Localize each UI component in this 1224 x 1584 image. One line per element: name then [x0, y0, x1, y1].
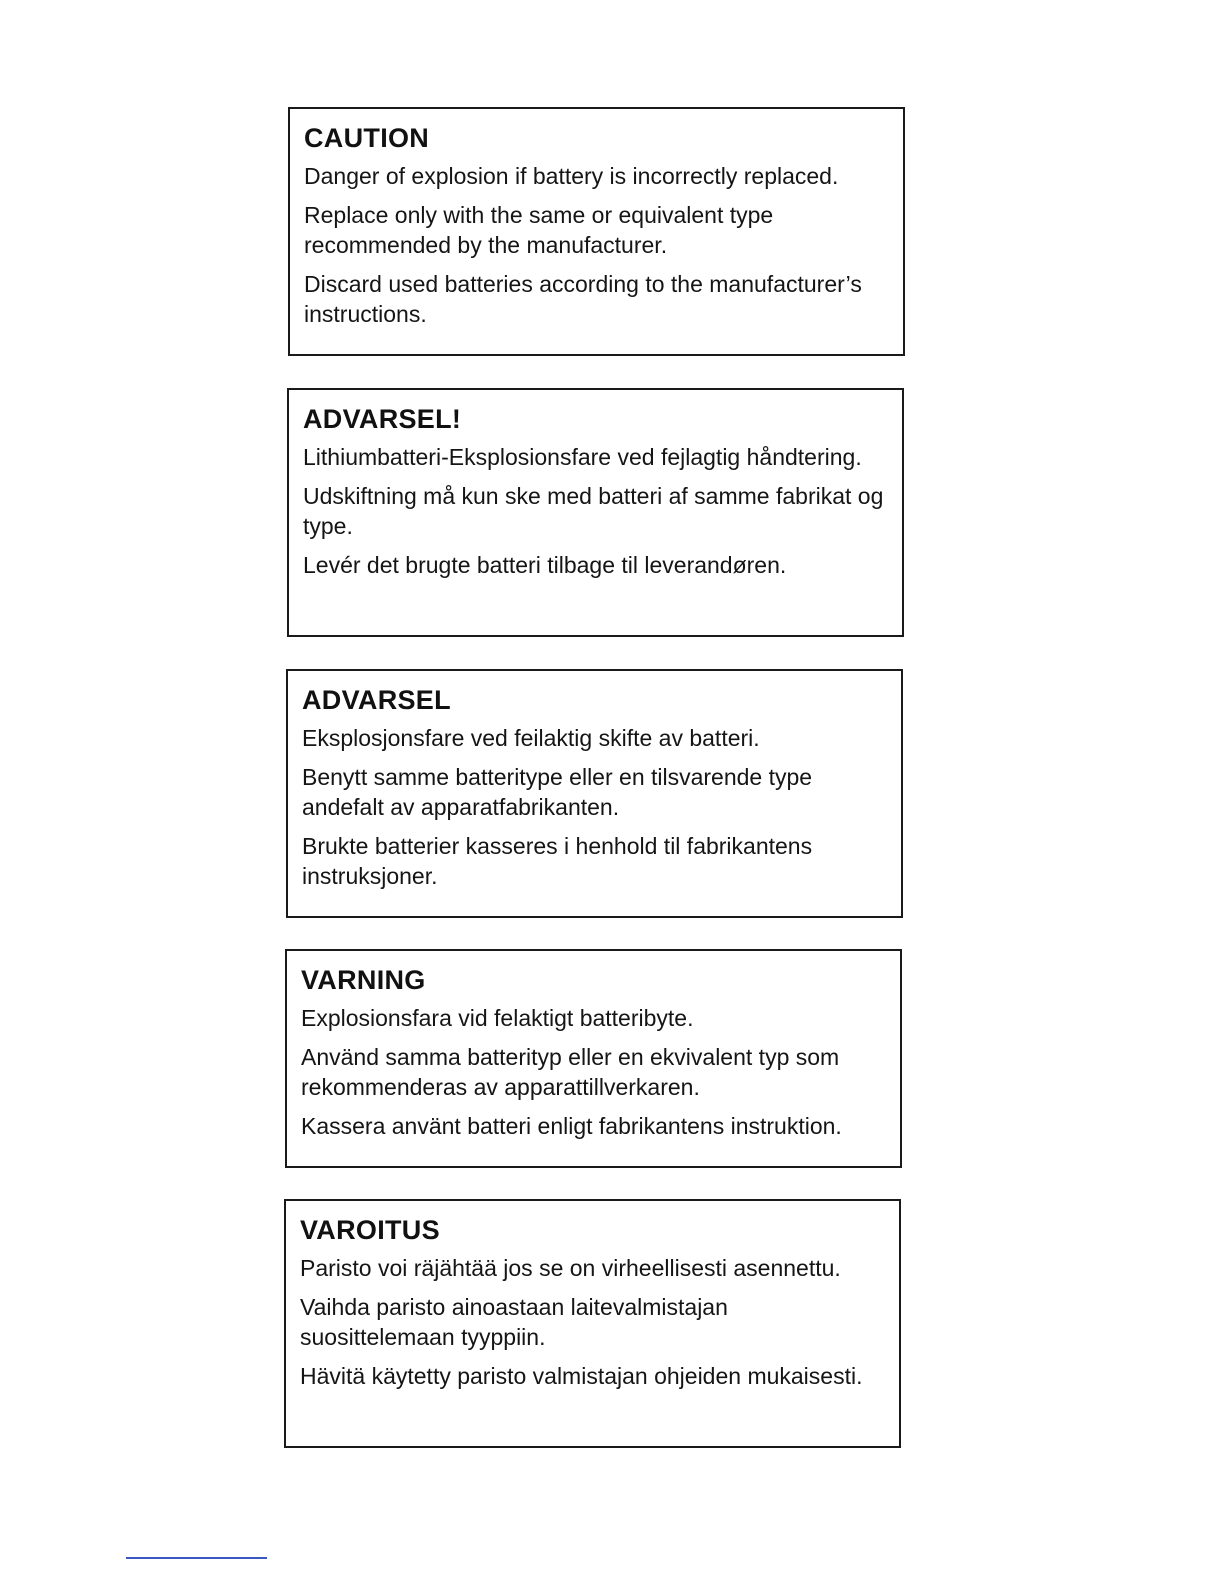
warning-paragraph: Discard used batteries according to the manufacturer’s instructions.	[304, 271, 862, 327]
warning-box-norwegian	[286, 669, 903, 918]
warning-paragraph: Vaihda paristo ainoastaan laitevalmistajan suosittelemaan tyyppiin.	[300, 1294, 728, 1350]
warning-box-swedish	[285, 949, 902, 1168]
warning-paragraph: Danger of explosion if battery is incorrectly replaced.	[304, 163, 839, 189]
warning-box-danish	[287, 388, 904, 637]
warning-paragraph: Udskiftning må kun ske med batteri af samme fabrikat og type.	[303, 483, 884, 539]
warning-paragraph: Levér det brugte batteri tilbage til leverandøren.	[303, 552, 787, 578]
warning-title: VARNING	[301, 965, 426, 995]
warning-paragraph: Benytt samme batteritype eller en tilsvarende type andefalt av apparatfabrikanten.	[302, 764, 813, 820]
warning-paragraph: Använd samma batterityp eller en ekvivalent typ som rekommenderas av apparattillverkaren.	[301, 1044, 840, 1100]
warning-paragraph: Eksplosjonsfare ved feilaktig skifte av batteri.	[302, 725, 760, 751]
warning-paragraph: Explosionsfara vid felaktigt batteribyte.	[301, 1005, 694, 1031]
warning-title: CAUTION	[304, 123, 430, 153]
warning-paragraph: Kassera använt batteri enligt fabrikantens instruktion.	[301, 1113, 842, 1139]
warning-title: ADVARSEL!	[303, 404, 462, 434]
warning-paragraph: Lithiumbatteri-Eksplosionsfare ved fejlagtig håndtering.	[303, 444, 862, 470]
footer-rule	[126, 1557, 267, 1559]
warning-paragraph: Hävitä käytetty paristo valmistajan ohjeiden mukaisesti.	[300, 1363, 863, 1389]
warning-box-finnish	[284, 1199, 901, 1448]
warning-paragraph: Replace only with the same or equivalent type recommended by the manufacturer.	[304, 202, 774, 258]
warning-title: ADVARSEL	[302, 685, 451, 715]
warning-paragraph: Brukte batterier kasseres i henhold til fabrikantens instruksjoner.	[302, 833, 813, 889]
warning-box-english	[288, 107, 905, 356]
warning-paragraph: Paristo voi räjähtää jos se on virheellisesti asennettu.	[300, 1255, 841, 1281]
warning-title: VAROITUS	[300, 1215, 440, 1245]
